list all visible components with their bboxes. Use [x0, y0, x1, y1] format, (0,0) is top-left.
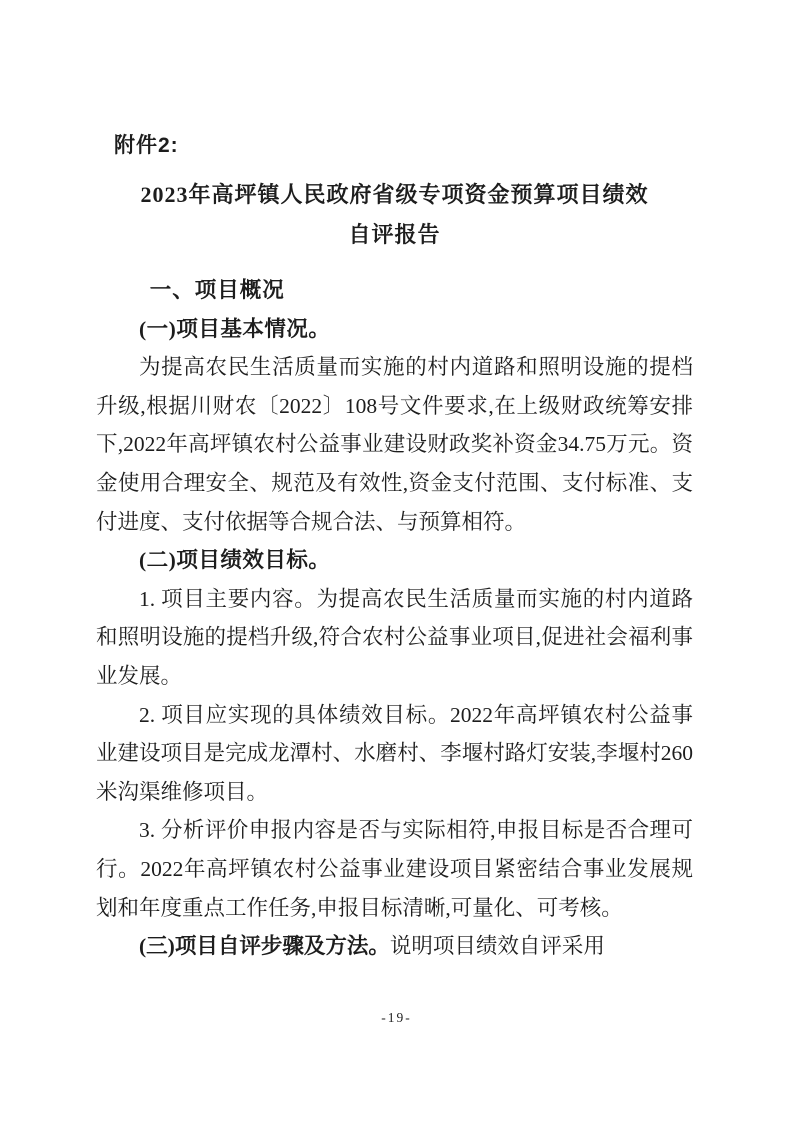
- section-heading-overview: 一、项目概况: [149, 278, 285, 302]
- paragraph-main-content: 1. 项目主要内容。为提高农民生活质量而实施的村内道路和照明设施的提档升级,符合农村公益事业项目,促进社会福利事业发展。: [96, 586, 693, 688]
- paragraph-specific-goals: 2. 项目应实现的具体绩效目标。2022年高坪镇农村公益事业建设项目是完成龙潭村、水磨村、李堰村路灯安装,李堰村260米沟渠维修项目。: [96, 702, 693, 804]
- paragraph-self-eval-method: [96, 927, 693, 966]
- self-eval-method-intro-text: 说明项目绩效自评采用: [389, 934, 605, 959]
- subsection-heading-basic-info: (一)项目基本情况。: [139, 316, 331, 341]
- document-title-line2: 自评报告: [348, 222, 441, 247]
- subsection-heading-performance-goals: (二)项目绩效目标。: [139, 548, 331, 573]
- document-title: [96, 175, 693, 255]
- document-title-line1: 2023年高坪镇人民政府省级专项资金预算项目绩效: [140, 182, 649, 207]
- page-number: -19-: [381, 1010, 412, 1025]
- paragraph-basic-info: 为提高农民生活质量而实施的村内道路和照明设施的提档升级,根据川财农〔2022〕108号文件要求,在上级财政统筹安排下,2022年高坪镇农村公益事业建设财政奖补资金34.75万元。资金使用合理安全、规范及有效性,资金支付范围、支付标准、支付进度、支付依据等合规合法、与预算相符。: [96, 355, 693, 534]
- document-body: [96, 131, 693, 966]
- paragraph-analysis: 3. 分析评价申报内容是否与实际相符,申报目标是否合理可行。2022年高坪镇农村公益事业建设项目紧密结合事业发展规划和年度重点工作任务,申报目标清晰,可量化、可考核。: [96, 818, 693, 920]
- subsection-heading-self-eval-method: (三)项目自评步骤及方法。: [139, 934, 390, 959]
- document-content: [96, 271, 693, 966]
- attachment-label: 附件2:: [114, 134, 179, 157]
